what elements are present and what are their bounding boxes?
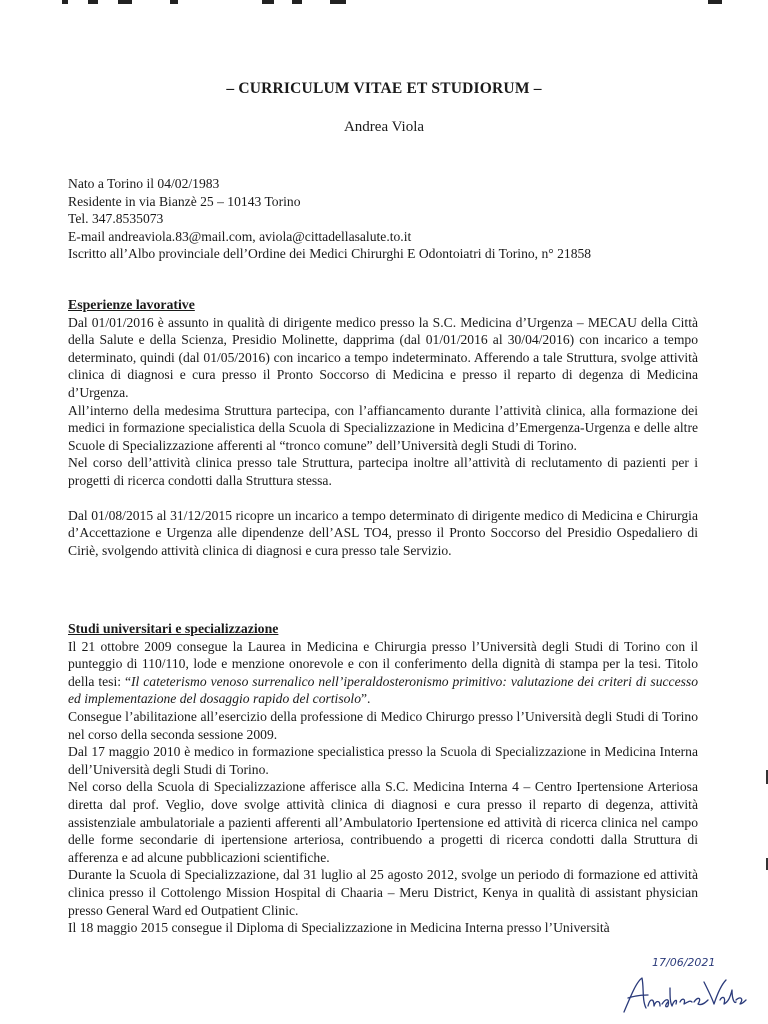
paragraph: Nel corso dell’attività clinica presso tale Struttura, partecipa inoltre all’attività di reclutamento di pazienti per i progetti di ricerca condotti dalla Struttura stessa.: [68, 455, 698, 488]
contact-line-register: Iscritto all’Albo provinciale dell’Ordine dei Medici Chirurghi E Odontoiatri di Torino, n° 21858: [68, 246, 592, 262]
paragraph: Nel corso della Scuola di Specializzazione afferisce alla S.C. Medicina Interna 4 – Centro Ipertensione Arteriosa diretta dal prof. Veglio, dove svolge attività clinica di diagnosi e cura presso il reparto di degenza, attività assistenziale ambulatoriale a pazienti afferenti all’Ambulatorio Ipertensione ed attività di ricerca clinica nel campo delle forme secondarie di ipertensione arteriosa, contribuendo a progetti di ricerca condotti dalla Struttura di afferenza e ad alcune pubblicazioni scientifiche.: [68, 779, 698, 865]
paragraph-text: Il 21 ottobre 2009 consegue la Laurea in Medicina e Chirurgia presso l’Università degli Studi di Torino con il punteggio di 110/110, lode e menzione onorevole e con il conferimento della dignità di stampa per la tesi. Titolo della tesi: “: [68, 638, 698, 689]
document-title: – CURRICULUM VITAE ET STUDIORUM –: [226, 80, 542, 97]
section-heading-esperienze: Esperienze lavorative: [68, 297, 195, 312]
paragraph: Il 18 maggio 2015 consegue il Diploma di Specializzazione in Medicina Interna presso l’Università: [68, 920, 610, 936]
thesis-title: Il cateterismo venoso surrenalico nell’iperaldosteronismo primitivo: valutazione dei criteri di successo ed implementazione del dosaggio rapido del cortisolo: [68, 673, 698, 707]
contact-line-address: Residente in via Bianzè 25 – 10143 Torino: [68, 193, 301, 209]
paragraph: Dal 17 maggio 2010 è medico in formazione specialistica presso la Scuola di Specializzazione in Medicina Interna dell’Università degli Studi di Torino.: [68, 744, 698, 777]
section-heading-studi: Studi universitari e specializzazione: [68, 621, 279, 636]
contact-info: [68, 175, 698, 263]
scan-top-marks: [0, 0, 768, 8]
paragraph: Consegue l’abilitazione all’esercizio della professione di Medico Chirurgo presso l’Università degli Studi di Torino nel corso della seconda sessione 2009.: [68, 708, 698, 742]
document-author: Andrea Viola: [343, 119, 425, 135]
paragraph: Durante la Scuola di Specializzazione, dal 31 luglio al 25 agosto 2012, svolge un periodo di formazione ed attività clinica presso il Cottolengo Mission Hospital di Chaaria – Meru District, Kenya in qualità di assistant physician presso General Ward ed Outpatient Clinic.: [68, 867, 698, 918]
contact-line-birth: Nato a Torino il 04/02/1983: [68, 176, 220, 191]
paragraph-laurea: [68, 638, 698, 708]
section-studi: [68, 620, 698, 937]
paragraph-text: ”.: [361, 691, 371, 707]
paragraph: Dal 01/01/2016 è assunto in qualità di dirigente medico presso la S.C. Medicina d’Urgenza – MECAU della Città della Salute e della Scienza, Presidio Molinette, dapprima (dal 01/01/2016 al 30/04/2016) con incarico a tempo determinato, quindi (dal 01/05/2016) con incarico a tempo indeterminato. Afferendo a tale Struttura, svolge attività clinica di diagnosi e cura presso il Pronto Soccorso di Medicina e presso il reparto di degenza di Medicina d’Urgenza.: [68, 314, 698, 400]
section-esperienze: [68, 296, 698, 559]
paragraph: All’interno della medesima Struttura partecipa, con l’affiancamento durante l’attività clinica, alla formazione dei medici in formazione specialistica della Scuola di Specializzazione in Medicina d’Emergenza-Urgenza e delle altre Scuole di Specializzazione afferenti al “tronco comune” dell’Università degli Studi di Torino.: [68, 402, 698, 453]
signature-date: 17/06/2021: [652, 956, 716, 969]
handwritten-signature: [618, 968, 748, 1016]
contact-line-phone: Tel. 347.8535073: [68, 211, 164, 227]
paragraph: Dal 01/08/2015 al 31/12/2015 ricopre un incarico a tempo determinato di dirigente medico di Medicina e Chirurgia d’Accettazione e Urgenza alle dipendenze dell’ASL TO4, presso il Pronto Soccorso del Presidio Ospedaliero di Ciriè, svolgendo attività clinica di diagnosi e cura presso tale Servizio.: [68, 507, 698, 558]
contact-line-email: E-mail andreaviola.83@mail.com, aviola@cittadellasalute.to.it: [68, 228, 412, 244]
